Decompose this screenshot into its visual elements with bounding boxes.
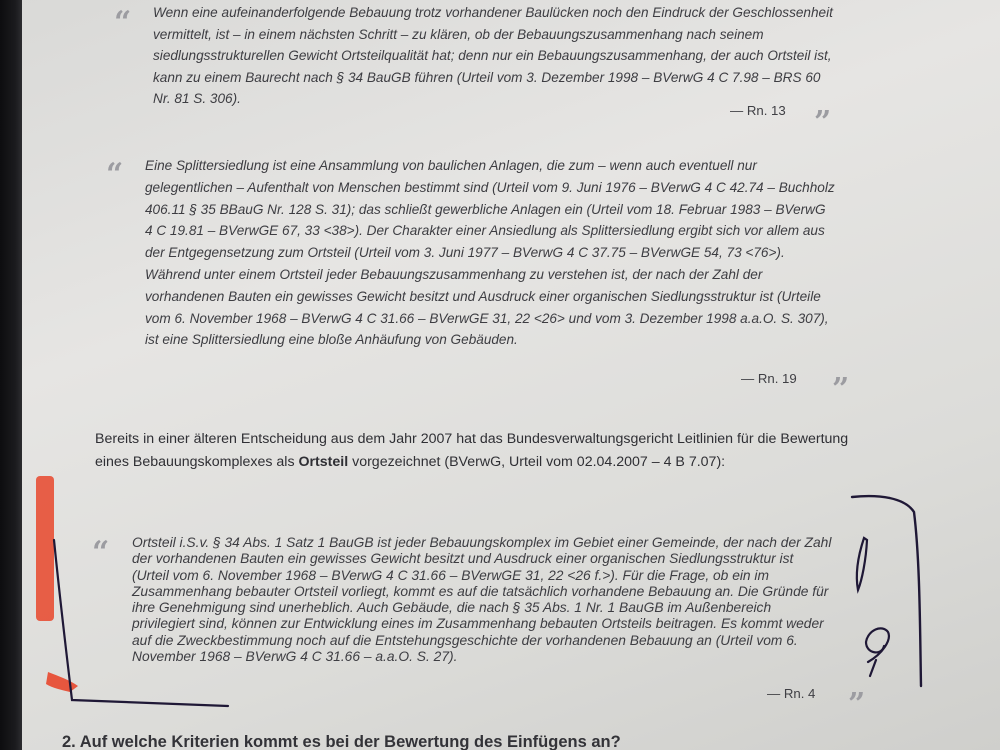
quote-rn-4: Ortsteil i.S.v. § 34 Abs. 1 Satz 1 BauGB ist jeder Bebauungskomplex im Gebiet einer Gemeinde, der nach der Zahl der vorhandenen Bauten ein gewisses Gewicht besitzt und Ausdruck einer organischen Siedlungsstruktur ist (Urteil vom 6. November 1968 – BVerwG 4 C 31.66 – BVerwGE 31, 22 <26 f.>). Für die Frage, ob ein im Zusammenhang bebauter Ortsteil vorliegt, kommt es auf die tatsächlich vorhandene Bebauung an. Die Gründe für ihre Genehmigung sind unerheblich. Auch Gebäude, die nach § 35 Abs. 1 Nr. 1 BauGB im Außenbereich privilegiert sind, können zur Entwicklung eines im Zusammenhang bebauten Ortsteils beitragen. Es kommt weder auf die Zweckbestimmung noch auf die Entstehungsgeschichte der vorhandenen Bebauung an (Urteil vom 6. November 1968 – BVerwG 4 C 31.66 – a.a.O. S. 27).: [132, 535, 832, 665]
margin-number-rn-13: — Rn. 13: [730, 103, 786, 118]
screen-bezel: [0, 0, 22, 750]
open-quote-mark-3: “: [92, 535, 110, 570]
body-paragraph: [95, 428, 865, 473]
quote-rn-13: Wenn eine aufeinanderfolgende Bebauung trotz vorhandener Baulücken noch den Eindruck der Geschlossenheit vermittelt, ist – in einem nächsten Schritt – zu klären, ob der Bebauungszusammenhang nach seinem siedlungsstrukturellen Gewicht Ortsteilqualität hat; denn nur ein Bebauungszusammenhang, der auch Ortsteil ist, kann zu einem Baurecht nach § 34 BauGB führen (Urteil vom 3. Dezember 1998 – BVerwG 4 C 7.98 – BRS 60 Nr. 81 S. 306).: [153, 5, 833, 106]
margin-number-rn-4: — Rn. 4: [767, 686, 816, 701]
paragraph-bold-term: Ortsteil: [298, 453, 349, 470]
close-quote-mark-3: ”: [848, 687, 866, 722]
paragraph-text-after: vorgezeichnet (BVerwG, Urteil vom 02.04.2007 – 4 B 7.07):: [348, 453, 726, 470]
margin-number-rn-19: — Rn. 19: [741, 371, 797, 386]
close-quote-mark-1: ”: [814, 105, 832, 140]
next-section-heading: 2. Auf welche Kriterien kommt es bei der Bewertung des Einfügens an?: [62, 733, 621, 750]
open-quote-mark-1: “: [114, 5, 132, 40]
close-quote-mark-2: ”: [832, 372, 850, 407]
paragraph-text-before: Bereits in einer älteren Entscheidung aus dem Jahr 2007 hat das Bundesverwaltungsgericht Leitlinien für die Bewertung eines Bebauungskomplexes als: [95, 431, 849, 470]
quote-rn-19: Eine Splittersiedlung ist eine Ansammlung von baulichen Anlagen, die zum – wenn auch eventuell nur gelegentlichen – Aufenthalt von Menschen bestimmt sind (Urteil vom 9. Juni 1976 – BVerwG 4 C 42.74 – Buchholz 406.11 § 35 BBauG Nr. 128 S. 31); das schließt gewerbliche Anlagen ein (Urteil vom 18. Februar 1983 – BVerwG 4 C 19.81 – BVerwGE 67, 33 <38>). Der Charakter einer Ansiedlung als Splittersiedlung ergibt sich vor allem aus der Entgegensetzung zum Ortsteil (Urteil vom 3. Juni 1977 – BVerwG 4 C 37.75 – BVerwGE 54, 73 <76>). Während unter einem Ortsteil jeder Bebauungszusammenhang zu verstehen ist, der nach der Zahl der vorhandenen Bauten ein gewisses Gewicht besitzt und Ausdruck einer organischen Siedlungsstruktur ist (Urteile vom 6. November 1968 – BVerwG 4 C 31.66 – BVerwGE 31, 22 <26> und vom 3. Dezember 1998 a.a.O. S. 307), ist eine Splittersiedlung eine bloße Anhäufung von Gebäuden.: [145, 158, 835, 348]
document-page: [22, 0, 1000, 750]
open-quote-mark-2: “: [106, 157, 124, 192]
